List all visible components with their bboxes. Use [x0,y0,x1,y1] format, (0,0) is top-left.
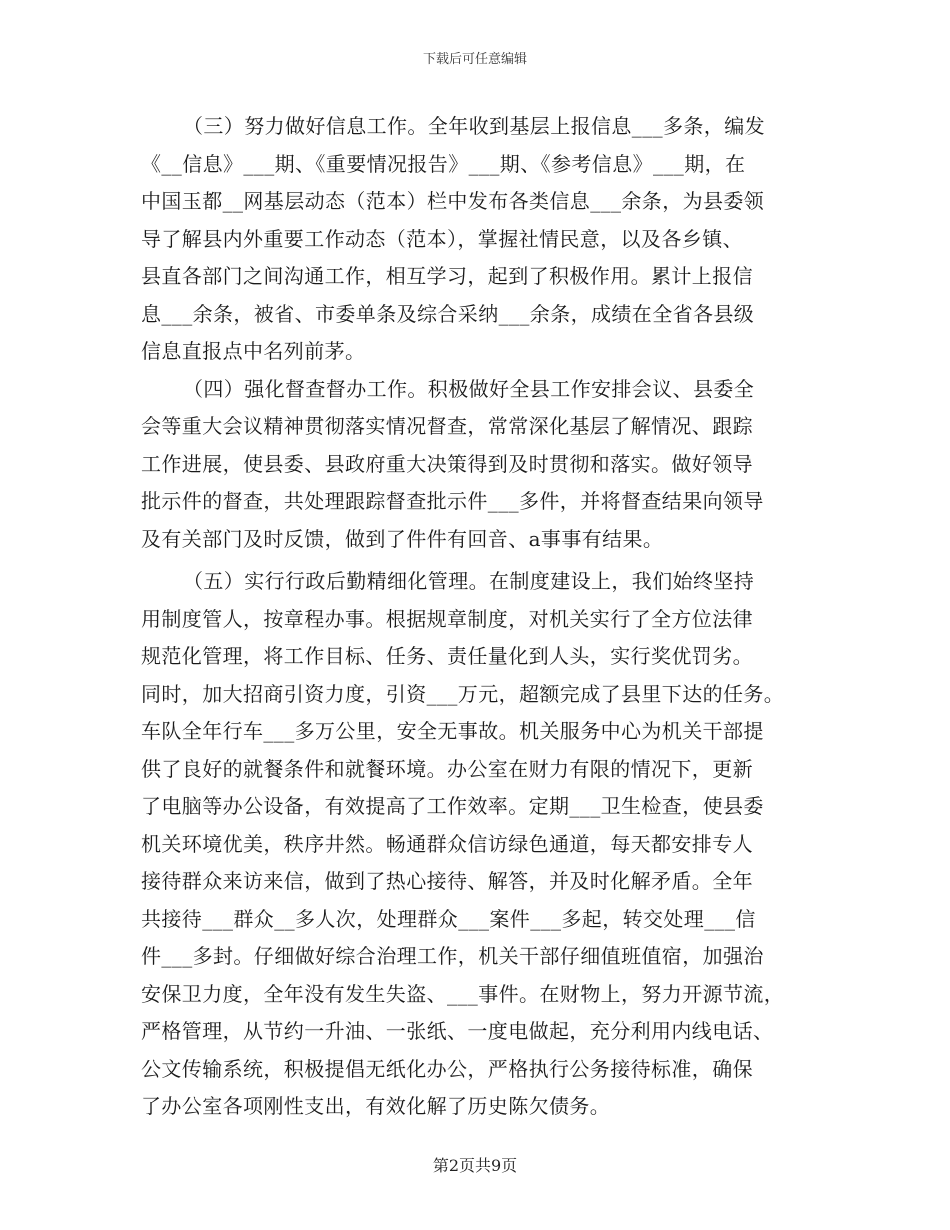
text-line: 信息直报点中名列前茅。 [141,339,366,363]
text-line: 供了良好的就餐条件和就餐环境。办公室在财力有限的情况下，更新 [141,756,753,781]
text-line: 工作进展，使县委、县政府重大决策得到及时贯彻和落实。做好领导 [141,451,753,476]
text-line: 了办公室各项刚性支出，有效化解了历史陈欠债务。 [141,1094,611,1118]
text-line: 机关环境优美，秩序井然。畅通群众信访绿色通道，每天都安排专人 [141,831,753,856]
text-line: 中国玉都__网基层动态（范本）栏中发布各类信息___余条，为县委领 [141,189,765,213]
text-line: 严格管理，从节约一升油、一张纸、一度电做起，充分利用内线电话、 [141,1019,774,1043]
text-line: 共接待___群众__多人次，处理群众___案件___多起，转交处理___信 [141,906,756,931]
text-line: （四）强化督查督办工作。积极做好全县工作安排会议、县委全 [183,376,755,401]
text-line: 用制度管人，按章程办事。根据规章制度，对机关实行了全方位法律 [141,606,753,631]
document-body [141,108,821,1126]
text-line: 接待群众来访来信，做到了热心接待、解答，并及时化解矛盾。全年 [141,869,753,893]
text-line: 件___多封。仔细做好综合治理工作，机关干部仔细值班值宿，加强治 [141,944,764,968]
paragraph-information-work [141,108,821,371]
text-line: 息___余条，被省、市委单条及综合采纳___余条，成绩在全省各县级 [141,301,755,326]
text-line: 规范化管理，将工作目标、任务、责任量化到人头，实行奖优罚劣。 [141,644,753,668]
text-line: （三）努力做好信息工作。全年收到基层上报信息___多条，编发 [183,114,765,138]
paragraph-logistics-management [141,563,821,1126]
page-footer [0,1156,950,1176]
text-line: 了电脑等办公设备，有效提高了工作效率。定期___卫生检查，使县委 [141,794,764,818]
text-line: 会等重大会议精神贯彻落实情况督查，常常深化基层了解情况、跟踪 [141,414,753,438]
text-line: 《__信息》___期、《重要情况报告》___期、《参考信息》___期，在 [141,151,746,176]
text-line: 及有关部门及时反馈，做到了件件有回音、a事事有结果。 [141,526,664,551]
text-line: 安保卫力度，全年没有发生失盗、___事件。在财物上，努力开源节流， [141,981,785,1006]
text-line: 批示件的督查，共处理跟踪督查批示件___多件，并将督查结果向领导 [141,489,764,513]
text-line: 县直各部门之间沟通工作，相互学习，起到了积极作用。累计上报信 [141,264,753,288]
text-line: 车队全年行车___多万公里，安全无事故。机关服务中心为机关干部提 [141,719,764,743]
header-note: 下载后可任意编辑 [422,52,527,67]
text-line: 导了解县内外重要工作动态（范本），掌握社情民意，以及各乡镇、 [141,226,743,251]
text-line: （五）实行行政后勤精细化管理。在制度建设上，我们始终坚持 [183,569,755,593]
text-line: 同时，加大招商引资力度，引资___万元，超额完成了县里下达的任务。 [141,681,785,706]
paragraph-supervision-work [141,371,821,559]
page-number: 第2页共9页 [432,1156,518,1175]
page-header [0,51,950,69]
text-line: 公文传输系统，积极提倡无纸化办公，严格执行公务接待标准，确保 [141,1056,753,1081]
